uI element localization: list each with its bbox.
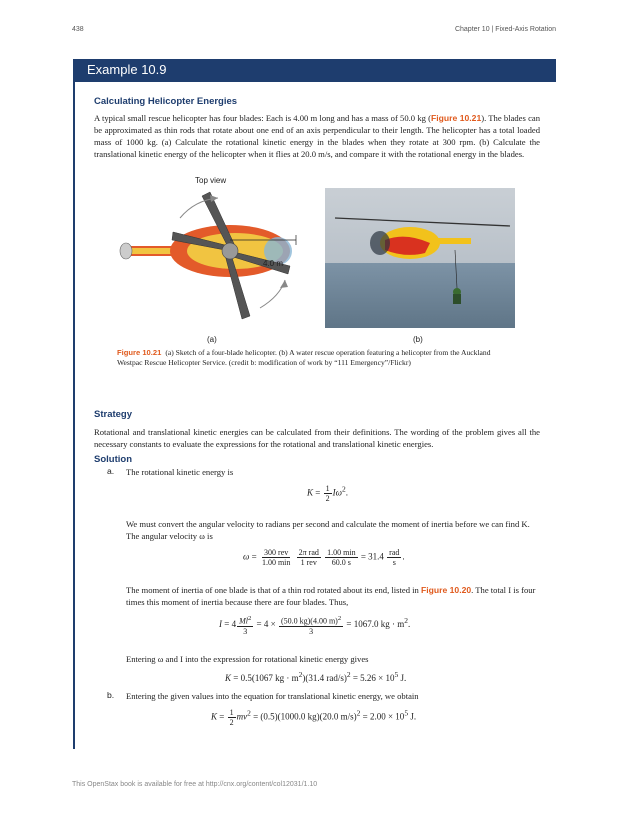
blade-length-label: 4.0 m bbox=[263, 259, 284, 268]
tail-rotor bbox=[120, 243, 132, 259]
figure-caption: Figure 10.21 (a) Sketch of a four-blade helicopter. (b) A water rescue operation featuring a helicopter from the Auckland Westpac Rescue Helicopter Service. (credit b: modification of work by “111 Emergency”/Flickr) bbox=[117, 348, 491, 367]
item-a-text: The rotational kinetic energy is bbox=[126, 467, 234, 477]
caption-label: Figure 10.21 bbox=[117, 348, 162, 357]
figure-10-20-link[interactable]: Figure 10.20 bbox=[420, 585, 472, 595]
equation-rotational-result: K = 0.5(1067 kg · $m^2)(31.4$ $rad/s)^2 = 5.26 \times 10^5$ J. bbox=[225, 670, 407, 683]
strategy-heading: Strategy bbox=[94, 409, 133, 420]
helicopter-sketch bbox=[110, 188, 310, 328]
problem-heading: Calculating Helicopter Energies bbox=[94, 96, 238, 107]
rescue-photo bbox=[325, 188, 515, 328]
item-a-marker: a. bbox=[107, 466, 115, 476]
equation-angular-velocity: ω = $\frac{\text{300 rev}}{1.00 \min}$ $\frac{\text{2π rad}}{\text{1 rev}}$ $\frac{1.00 \min}{60.0 s}$ = 31.4 $\frac{\text{rad}}{s}$ . bbox=[243, 548, 405, 567]
example-left-rule bbox=[73, 81, 75, 749]
page-number: 438 bbox=[72, 26, 84, 33]
equation-moment-of-inertia: I = 4 $\frac{Ml^2}{3}$ = 4 × $\frac{(50.0 kg)(4.00 m)^2}{3}$ = 1067.0 kg · $m^2$. bbox=[219, 615, 411, 636]
item-a-angular-velocity-text: We must convert the angular velocity to radians per second and calculate the moment of inertia before we can find K. The angular velocity ω is bbox=[126, 519, 530, 541]
item-b-text: Entering the given values into the equation for translational kinetic energy, we obtain bbox=[126, 691, 419, 701]
top-view-label: Top view bbox=[195, 176, 227, 185]
item-a-inertia-text: The moment of inertia of one blade is that of a thin rod rotated about its end, listed in Figure 10.20. The total I is four times this moment of inertia because there are four blades. Thus, bbox=[126, 585, 536, 607]
item-a-entering-text: Entering ω and I into the expression for rotational kinetic energy gives bbox=[126, 654, 369, 664]
subfigure-a-label: (a) bbox=[207, 335, 217, 344]
equation-translational-ke: K = $\frac{1}{2}$ $mv^2 = (0.5)(1000.0$ kg)(20.0 $m/s)^2 = 2.00 \times 10^5$ J. bbox=[211, 708, 417, 727]
item-b-marker: b. bbox=[107, 690, 115, 700]
figure-link[interactable]: Figure 10.21 bbox=[431, 113, 482, 123]
rotation-arrow-bottom bbox=[260, 280, 285, 308]
strategy-text: Rotational and translational kinetic energies can be calculated from their definitions. The wording of the problem gives all the necessary constants to evaluate the expressions for the rotational and translational kinetic energies. bbox=[94, 427, 540, 449]
example-divider bbox=[73, 81, 556, 82]
solution-heading: Solution bbox=[94, 454, 132, 465]
chapter-title: Chapter 10 | Fixed-Axis Rotation bbox=[454, 26, 556, 33]
example-title: Example 10.9 bbox=[73, 59, 556, 81]
rotor-hub bbox=[222, 243, 238, 259]
footer-text: This OpenStax book is available for free at http://cnx.org/content/col12031/1.10 bbox=[72, 781, 318, 788]
equation-rotational-ke: K = $\frac{1}{2}$ $I\omega^2$. bbox=[307, 484, 348, 503]
subfigure-b-label: (b) bbox=[413, 335, 423, 344]
problem-text: A typical small rescue helicopter has four blades: Each is 4.00 m long and has a mass of 50.0 kg (Figure 10.21). The blades can be approximated as thin rods that rotate about one end of an axis perpendicular to their length. The helicopter has a total loaded mass of 1000 kg. (a) Calculate the rotational kinetic energy in the blades when they rotate at 300 rpm. (b) Calculate the translational kinetic energy of the helicopter when it flies at 20.0 m/s, and compare it with the rotational energy in the blades. bbox=[94, 113, 540, 159]
